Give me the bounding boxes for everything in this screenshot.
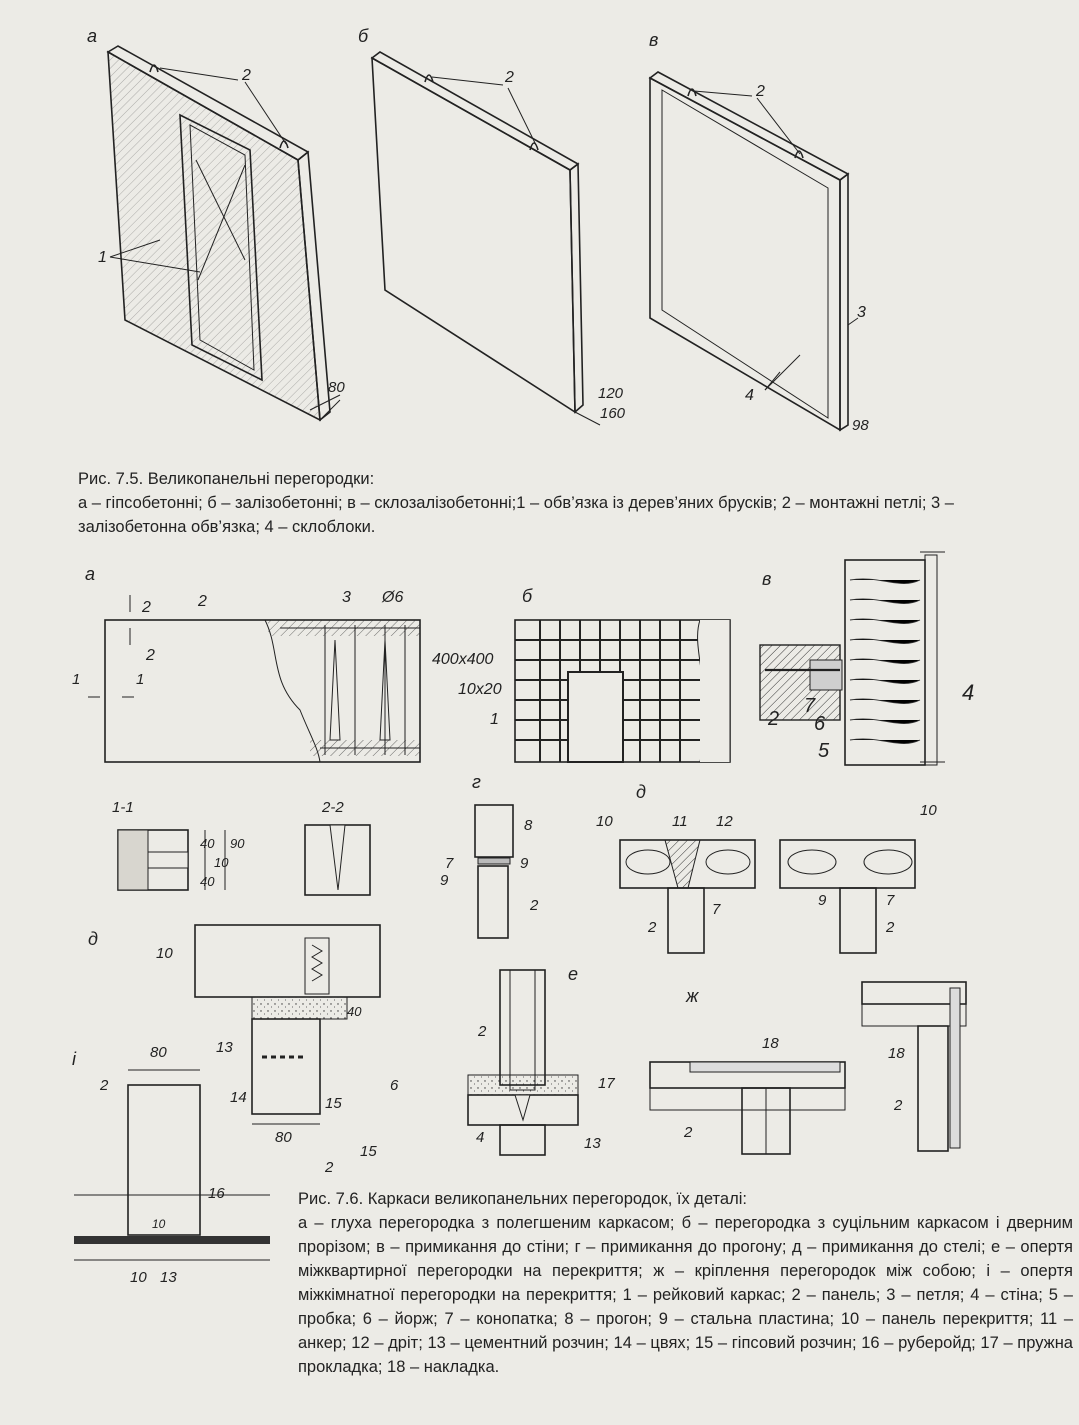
fig76-zh-drawing — [650, 982, 966, 1154]
fig75-v-callout-3: 3 — [857, 304, 866, 321]
fig76-label-e: е — [568, 964, 579, 984]
fig75-panel-a — [108, 46, 340, 420]
fig75-v-callout-2: 2 — [756, 83, 765, 100]
fig75-a-callout-1: 1 — [98, 249, 107, 266]
fig76-s11-dim-10: 10 — [214, 855, 229, 870]
fig76-zh-callout-2b: 2 — [894, 1097, 903, 1114]
fig76-v-callout-4: 4 — [962, 680, 975, 705]
fig76-g-callout-9a: 9 — [440, 872, 449, 889]
fig76-b-callout-1: 1 — [490, 711, 499, 728]
fig76-e-callout-4: 4 — [476, 1129, 485, 1146]
fig75-v-callout-4: 4 — [745, 387, 754, 404]
fig76-v-callout-5: 5 — [818, 740, 830, 762]
fig76-label-g: г — [472, 772, 481, 792]
fig76-dtop-callout-10b: 10 — [920, 802, 937, 819]
fig76-d-callout-15b: 15 — [360, 1143, 377, 1160]
fig76-i-dim-80: 80 — [150, 1044, 167, 1061]
fig76-v-callout-6: 6 — [814, 713, 826, 735]
fig76-a-section-mark-1-right: 1 — [136, 671, 145, 688]
fig76-a-callout-grid: 400x400 — [432, 651, 494, 668]
fig76-a-section-mark-2-top: 2 — [142, 599, 151, 616]
fig76-g-callout-8: 8 — [524, 817, 533, 834]
fig76-d-top-drawing — [620, 840, 915, 953]
fig76-label-b: б — [522, 586, 533, 606]
fig76-d-drawing — [195, 925, 380, 1124]
fig76-v-drawing — [760, 552, 945, 765]
fig75-label-b: б — [358, 26, 369, 46]
fig76-label-a: а — [85, 564, 96, 584]
fig76-a-section-mark-1-left: 1 — [72, 671, 81, 688]
fig76-v-callout-2: 2 — [768, 708, 780, 730]
fig76-g-callout-2: 2 — [530, 897, 539, 914]
fig76-dtop-callout-12: 12 — [716, 813, 733, 830]
figure-7-6-description: а – глуха перегородка з полегшеним каркасом; б – перегородка з суцільним каркасом і дверним прорізом; в – примикання до стіни; г – примикання до прогону; д – примикання до стелі; е – опертя міжквартирної перегородки на перекриття; ж – кріплення перегородок між собою; і – опертя міжкімнатної перегородки на перекриття; 1 – рейковий каркас; 2 – панель; 3 – петля; 4 – стіна; 5 – пробка; 6 – йорж; 7 – конопатка; 8 – прогон; 9 – стальна пластина; 10 – панель перекриття; 11 – анкер; 12 – дріт; 13 – цементний розчин; 14 – цвях; 15 – гіпсовий розчин; 16 – руберойд; 17 – пружна прокладка; 18 – накладка. — [298, 1214, 1073, 1376]
figure-7-5-description: а – гіпсобетонні; б – залізобетонні; в – склозалізобетонні;1 – обв’язка із дерев’яних брусків; 2 – монтажні петлі; 3 – залізобетонна обв’язка; 4 – склоблоки. — [78, 494, 954, 536]
fig76-d-callout-6: 6 — [390, 1077, 399, 1094]
fig75-panel-v — [650, 72, 858, 430]
fig76-label-d: д — [88, 929, 98, 949]
fig75-b-dim-160: 160 — [600, 405, 626, 422]
fig76-d-callout-13: 13 — [216, 1039, 233, 1056]
fig75-v-dim-98: 98 — [852, 417, 869, 434]
fig76-b-drawing — [515, 620, 730, 762]
fig76-dtop-callout-11: 11 — [672, 813, 688, 830]
fig76-zh-callout-18b: 18 — [888, 1045, 905, 1062]
fig76-s11-dim-40b: 40 — [200, 874, 215, 889]
figure-7-5-caption — [78, 467, 1038, 539]
fig75-label-v: в — [649, 30, 659, 50]
fig76-d-dim-40: 40 — [347, 1004, 362, 1019]
fig76-zh-callout-2a: 2 — [684, 1124, 693, 1141]
fig76-d-callout-15a: 15 — [325, 1095, 342, 1112]
fig76-a-section-mark-2-bottom: 2 — [146, 647, 155, 664]
fig76-dtop-callout-9: 9 — [818, 892, 827, 909]
fig76-e-drawing — [468, 970, 578, 1155]
fig76-section-22: 2-2 — [322, 799, 344, 816]
fig76-label-zh: ж — [686, 986, 699, 1006]
fig75-a-dim-80: 80 — [328, 379, 345, 396]
fig75-b-dim-120: 120 — [598, 385, 624, 402]
fig76-label-i: і — [72, 1049, 76, 1069]
fig75-panel-b — [372, 52, 600, 425]
fig76-label-d-top: д — [636, 782, 646, 802]
fig76-g-callout-7: 7 — [445, 855, 454, 872]
fig76-section-11: 1-1 — [112, 799, 134, 816]
fig76-label-v: в — [762, 569, 772, 589]
figure-7-5-title: Рис. 7.5. Великопанельні перегородки: — [78, 470, 375, 488]
fig76-d-callout-14: 14 — [230, 1089, 247, 1106]
fig76-i-dim-10: 10 — [152, 1217, 166, 1231]
fig75-a-callout-2: 2 — [242, 67, 251, 84]
fig76-e-callout-17: 17 — [598, 1075, 615, 1092]
fig76-dtop-callout-10a: 10 — [596, 813, 613, 830]
fig76-zh-callout-18a: 18 — [762, 1035, 779, 1052]
fig76-v-callout-7: 7 — [804, 695, 816, 717]
fig76-d-callout-10: 10 — [156, 945, 173, 962]
fig76-g-callout-9b: 9 — [520, 855, 529, 872]
fig76-i-callout-13: 13 — [160, 1269, 177, 1286]
fig76-b-callout-size: 10x20 — [458, 681, 502, 698]
fig76-d-dim-80: 80 — [275, 1129, 292, 1146]
fig76-s11-dim-90: 90 — [230, 836, 245, 851]
fig76-dtop-callout-7b: 7 — [886, 892, 895, 909]
fig75-b-callout-2: 2 — [505, 69, 514, 86]
figure-7-6-title: Рис. 7.6. Каркаси великопанельних перегородок, їх деталі: — [298, 1190, 747, 1208]
fig76-dtop-callout-2b: 2 — [886, 919, 895, 936]
fig76-d-callout-2: 2 — [325, 1159, 334, 1176]
fig76-dtop-callout-2a: 2 — [648, 919, 657, 936]
fig76-g-drawing — [475, 805, 513, 938]
fig76-e-callout-13: 13 — [584, 1135, 601, 1152]
fig76-i-callout-10: 10 — [130, 1269, 147, 1286]
fig76-a-callout-d6: Ø6 — [382, 589, 404, 606]
fig76-i-callout-2: 2 — [100, 1077, 109, 1094]
fig76-i-callout-16: 16 — [208, 1185, 225, 1202]
fig76-a-callout-3: 3 — [342, 589, 351, 606]
fig76-s11-dim-40a: 40 — [200, 836, 215, 851]
fig76-e-callout-2: 2 — [478, 1023, 487, 1040]
fig76-a-callout-2: 2 — [198, 593, 207, 610]
fig76-dtop-callout-7a: 7 — [712, 901, 721, 918]
figure-7-6-caption — [298, 1187, 1073, 1379]
fig75-label-a: а — [87, 26, 98, 46]
